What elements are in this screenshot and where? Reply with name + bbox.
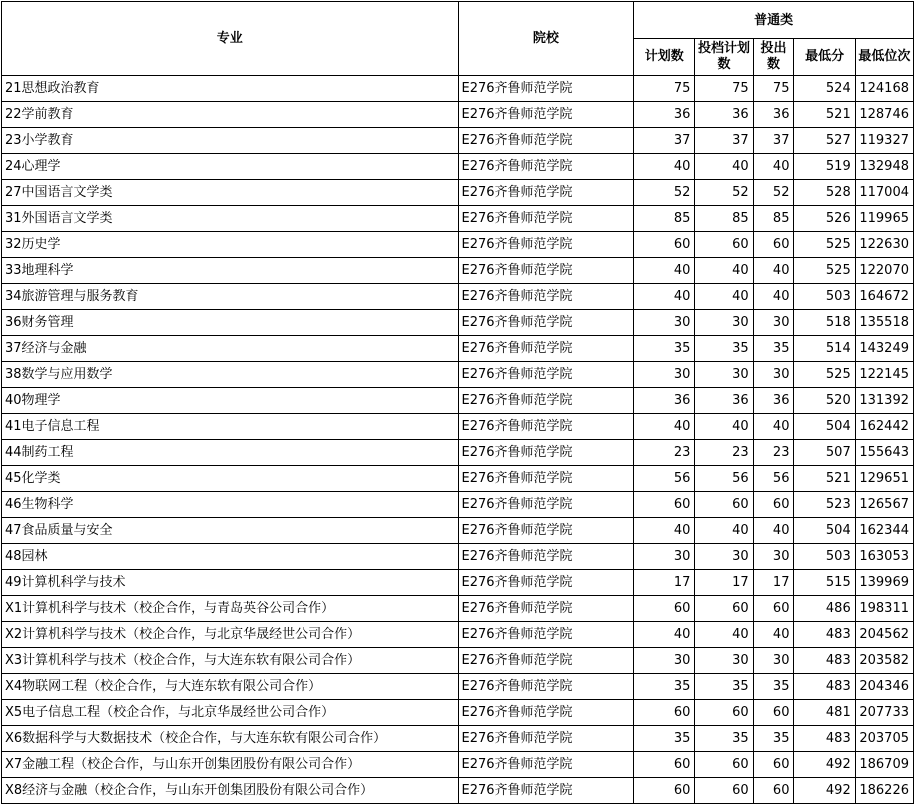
cell-filed: 36 — [695, 102, 753, 128]
cell-school: E276齐鲁师范学院 — [458, 596, 634, 622]
header-filed: 投档计划数 — [695, 39, 753, 76]
cell-plan: 75 — [634, 76, 695, 102]
table-row — [2, 596, 914, 622]
cell-plan: 60 — [634, 232, 695, 258]
cell-school: E276齐鲁师范学院 — [458, 336, 634, 362]
cell-filed: 60 — [695, 492, 753, 518]
cell-out: 60 — [753, 700, 794, 726]
cell-plan: 40 — [634, 154, 695, 180]
cell-filed: 30 — [695, 362, 753, 388]
cell-filed: 30 — [695, 310, 753, 336]
cell-major: 27中国语言文学类 — [2, 180, 459, 206]
cell-filed: 37 — [695, 128, 753, 154]
cell-major: 24心理学 — [2, 154, 459, 180]
table-row — [2, 414, 914, 440]
cell-min-rank: 162344 — [855, 518, 913, 544]
table-row — [2, 622, 914, 648]
table-row — [2, 154, 914, 180]
cell-school: E276齐鲁师范学院 — [458, 154, 634, 180]
cell-min-score: 519 — [794, 154, 855, 180]
cell-school: E276齐鲁师范学院 — [458, 76, 634, 102]
cell-min-rank: 122070 — [855, 258, 913, 284]
cell-out: 60 — [753, 778, 794, 804]
cell-out: 37 — [753, 128, 794, 154]
cell-min-score: 521 — [794, 102, 855, 128]
cell-min-rank: 119965 — [855, 206, 913, 232]
cell-plan: 30 — [634, 310, 695, 336]
cell-out: 35 — [753, 336, 794, 362]
header-group: 普通类 — [634, 2, 914, 39]
cell-min-score: 525 — [794, 258, 855, 284]
cell-min-score: 503 — [794, 284, 855, 310]
cell-filed: 30 — [695, 544, 753, 570]
cell-school: E276齐鲁师范学院 — [458, 492, 634, 518]
cell-out: 30 — [753, 310, 794, 336]
cell-plan: 30 — [634, 648, 695, 674]
cell-school: E276齐鲁师范学院 — [458, 128, 634, 154]
cell-major: 48园林 — [2, 544, 459, 570]
cell-out: 40 — [753, 518, 794, 544]
cell-min-rank: 164672 — [855, 284, 913, 310]
cell-school: E276齐鲁师范学院 — [458, 778, 634, 804]
table-row — [2, 700, 914, 726]
cell-min-score: 514 — [794, 336, 855, 362]
cell-major: 32历史学 — [2, 232, 459, 258]
cell-min-score: 507 — [794, 440, 855, 466]
table-row — [2, 544, 914, 570]
cell-min-score: 525 — [794, 362, 855, 388]
cell-min-score: 526 — [794, 206, 855, 232]
cell-filed: 35 — [695, 674, 753, 700]
cell-min-rank: 117004 — [855, 180, 913, 206]
cell-plan: 37 — [634, 128, 695, 154]
admission-table — [1, 1, 914, 804]
cell-school: E276齐鲁师范学院 — [458, 752, 634, 778]
cell-out: 56 — [753, 466, 794, 492]
cell-min-rank: 155643 — [855, 440, 913, 466]
cell-plan: 30 — [634, 544, 695, 570]
cell-major: 34旅游管理与服务教育 — [2, 284, 459, 310]
cell-out: 85 — [753, 206, 794, 232]
table-row — [2, 518, 914, 544]
cell-filed: 35 — [695, 336, 753, 362]
table-row — [2, 570, 914, 596]
cell-filed: 60 — [695, 752, 753, 778]
cell-min-score: 518 — [794, 310, 855, 336]
cell-school: E276齐鲁师范学院 — [458, 310, 634, 336]
cell-plan: 60 — [634, 778, 695, 804]
cell-min-rank: 163053 — [855, 544, 913, 570]
cell-filed: 75 — [695, 76, 753, 102]
cell-filed: 40 — [695, 284, 753, 310]
cell-major: 45化学类 — [2, 466, 459, 492]
cell-min-score: 483 — [794, 674, 855, 700]
table-row — [2, 674, 914, 700]
cell-min-rank: 162442 — [855, 414, 913, 440]
cell-plan: 40 — [634, 284, 695, 310]
cell-filed: 40 — [695, 518, 753, 544]
cell-filed: 56 — [695, 466, 753, 492]
table-row — [2, 752, 914, 778]
cell-min-rank: 124168 — [855, 76, 913, 102]
table-row — [2, 284, 914, 310]
table-row — [2, 128, 914, 154]
cell-major: X6数据科学与大数据技术（校企合作，与大连东软有限公司合作） — [2, 726, 459, 752]
cell-plan: 36 — [634, 102, 695, 128]
cell-out: 60 — [753, 596, 794, 622]
cell-major: 41电子信息工程 — [2, 414, 459, 440]
cell-plan: 60 — [634, 700, 695, 726]
cell-filed: 36 — [695, 388, 753, 414]
cell-plan: 60 — [634, 492, 695, 518]
cell-school: E276齐鲁师范学院 — [458, 622, 634, 648]
cell-min-rank: 128746 — [855, 102, 913, 128]
table-row — [2, 180, 914, 206]
cell-min-rank: 131392 — [855, 388, 913, 414]
cell-out: 60 — [753, 492, 794, 518]
cell-plan: 56 — [634, 466, 695, 492]
cell-plan: 35 — [634, 336, 695, 362]
cell-filed: 60 — [695, 596, 753, 622]
cell-min-rank: 204562 — [855, 622, 913, 648]
cell-min-score: 492 — [794, 752, 855, 778]
cell-school: E276齐鲁师范学院 — [458, 544, 634, 570]
cell-min-score: 521 — [794, 466, 855, 492]
cell-min-score: 492 — [794, 778, 855, 804]
cell-min-score: 483 — [794, 648, 855, 674]
cell-filed: 30 — [695, 648, 753, 674]
table-row — [2, 362, 914, 388]
cell-min-score: 520 — [794, 388, 855, 414]
cell-plan: 30 — [634, 362, 695, 388]
cell-filed: 17 — [695, 570, 753, 596]
cell-out: 75 — [753, 76, 794, 102]
cell-major: 22学前教育 — [2, 102, 459, 128]
cell-filed: 40 — [695, 258, 753, 284]
cell-out: 23 — [753, 440, 794, 466]
table-row — [2, 336, 914, 362]
cell-out: 30 — [753, 362, 794, 388]
cell-plan: 40 — [634, 518, 695, 544]
cell-major: 31外国语言文学类 — [2, 206, 459, 232]
cell-school: E276齐鲁师范学院 — [458, 232, 634, 258]
cell-filed: 60 — [695, 700, 753, 726]
table-row — [2, 466, 914, 492]
cell-major: X5电子信息工程（校企合作，与北京华晟经世公司合作） — [2, 700, 459, 726]
cell-filed: 23 — [695, 440, 753, 466]
cell-major: 49计算机科学与技术 — [2, 570, 459, 596]
cell-plan: 35 — [634, 674, 695, 700]
cell-major: X1计算机科学与技术（校企合作，与青岛英谷公司合作） — [2, 596, 459, 622]
cell-filed: 85 — [695, 206, 753, 232]
cell-major: X4物联网工程（校企合作，与大连东软有限公司合作） — [2, 674, 459, 700]
header-major: 专业 — [2, 2, 459, 76]
table-row — [2, 726, 914, 752]
cell-major: X3计算机科学与技术（校企合作，与大连东软有限公司合作） — [2, 648, 459, 674]
cell-min-score: 525 — [794, 232, 855, 258]
cell-min-rank: 126567 — [855, 492, 913, 518]
cell-plan: 35 — [634, 726, 695, 752]
table-row — [2, 440, 914, 466]
cell-min-score: 486 — [794, 596, 855, 622]
table-body — [2, 76, 914, 804]
cell-school: E276齐鲁师范学院 — [458, 700, 634, 726]
cell-major: X7金融工程（校企合作，与山东开创集团股份有限公司合作） — [2, 752, 459, 778]
table-row — [2, 232, 914, 258]
cell-min-rank: 207733 — [855, 700, 913, 726]
cell-out: 36 — [753, 102, 794, 128]
cell-min-score: 515 — [794, 570, 855, 596]
header-min-rank: 最低位次 — [855, 39, 913, 76]
cell-school: E276齐鲁师范学院 — [458, 570, 634, 596]
cell-major: X2计算机科学与技术（校企合作，与北京华晟经世公司合作） — [2, 622, 459, 648]
cell-min-rank: 139969 — [855, 570, 913, 596]
cell-out: 35 — [753, 674, 794, 700]
cell-out: 35 — [753, 726, 794, 752]
cell-school: E276齐鲁师范学院 — [458, 726, 634, 752]
cell-out: 52 — [753, 180, 794, 206]
cell-filed: 60 — [695, 778, 753, 804]
cell-school: E276齐鲁师范学院 — [458, 362, 634, 388]
cell-min-rank: 122145 — [855, 362, 913, 388]
cell-filed: 35 — [695, 726, 753, 752]
cell-min-score: 503 — [794, 544, 855, 570]
cell-min-score: 504 — [794, 414, 855, 440]
cell-major: 44制药工程 — [2, 440, 459, 466]
cell-out: 60 — [753, 752, 794, 778]
cell-min-score: 528 — [794, 180, 855, 206]
cell-plan: 23 — [634, 440, 695, 466]
cell-out: 60 — [753, 232, 794, 258]
cell-major: 37经济与金融 — [2, 336, 459, 362]
cell-major: 47食品质量与安全 — [2, 518, 459, 544]
cell-min-score: 504 — [794, 518, 855, 544]
cell-min-rank: 186226 — [855, 778, 913, 804]
table-header — [2, 2, 914, 76]
table-row — [2, 206, 914, 232]
cell-major: 21思想政治教育 — [2, 76, 459, 102]
cell-min-score: 524 — [794, 76, 855, 102]
cell-plan: 85 — [634, 206, 695, 232]
table-row — [2, 778, 914, 804]
cell-filed: 60 — [695, 232, 753, 258]
cell-school: E276齐鲁师范学院 — [458, 648, 634, 674]
table-row — [2, 492, 914, 518]
cell-school: E276齐鲁师范学院 — [458, 518, 634, 544]
cell-plan: 60 — [634, 752, 695, 778]
cell-major: 40物理学 — [2, 388, 459, 414]
header-plan: 计划数 — [634, 39, 695, 76]
cell-school: E276齐鲁师范学院 — [458, 440, 634, 466]
cell-out: 17 — [753, 570, 794, 596]
cell-out: 40 — [753, 622, 794, 648]
cell-filed: 40 — [695, 414, 753, 440]
cell-out: 30 — [753, 648, 794, 674]
cell-plan: 40 — [634, 258, 695, 284]
cell-min-rank: 129651 — [855, 466, 913, 492]
cell-major: 38数学与应用数学 — [2, 362, 459, 388]
cell-min-rank: 132948 — [855, 154, 913, 180]
cell-school: E276齐鲁师范学院 — [458, 102, 634, 128]
cell-min-rank: 203582 — [855, 648, 913, 674]
cell-min-score: 483 — [794, 622, 855, 648]
cell-school: E276齐鲁师范学院 — [458, 284, 634, 310]
cell-out: 40 — [753, 154, 794, 180]
cell-min-rank: 135518 — [855, 310, 913, 336]
cell-plan: 60 — [634, 596, 695, 622]
cell-min-rank: 198311 — [855, 596, 913, 622]
cell-min-score: 523 — [794, 492, 855, 518]
cell-out: 40 — [753, 414, 794, 440]
cell-school: E276齐鲁师范学院 — [458, 388, 634, 414]
cell-filed: 52 — [695, 180, 753, 206]
header-out: 投出数 — [753, 39, 794, 76]
cell-school: E276齐鲁师范学院 — [458, 180, 634, 206]
cell-min-rank: 143249 — [855, 336, 913, 362]
cell-min-score: 481 — [794, 700, 855, 726]
cell-out: 40 — [753, 258, 794, 284]
table-row — [2, 76, 914, 102]
cell-filed: 40 — [695, 622, 753, 648]
cell-school: E276齐鲁师范学院 — [458, 466, 634, 492]
table-row — [2, 102, 914, 128]
table-row — [2, 258, 914, 284]
cell-major: 33地理科学 — [2, 258, 459, 284]
cell-school: E276齐鲁师范学院 — [458, 414, 634, 440]
cell-major: 46生物科学 — [2, 492, 459, 518]
cell-out: 30 — [753, 544, 794, 570]
cell-plan: 36 — [634, 388, 695, 414]
cell-out: 40 — [753, 284, 794, 310]
header-school: 院校 — [458, 2, 634, 76]
cell-school: E276齐鲁师范学院 — [458, 258, 634, 284]
table-row — [2, 310, 914, 336]
cell-school: E276齐鲁师范学院 — [458, 674, 634, 700]
cell-plan: 40 — [634, 622, 695, 648]
cell-min-rank: 119327 — [855, 128, 913, 154]
cell-major: X8经济与金融（校企合作，与山东开创集团股份有限公司合作） — [2, 778, 459, 804]
cell-plan: 52 — [634, 180, 695, 206]
cell-min-rank: 186709 — [855, 752, 913, 778]
cell-major: 36财务管理 — [2, 310, 459, 336]
cell-min-score: 483 — [794, 726, 855, 752]
table-row — [2, 388, 914, 414]
cell-out: 36 — [753, 388, 794, 414]
cell-filed: 40 — [695, 154, 753, 180]
cell-plan: 40 — [634, 414, 695, 440]
cell-min-rank: 204346 — [855, 674, 913, 700]
cell-school: E276齐鲁师范学院 — [458, 206, 634, 232]
cell-major: 23小学教育 — [2, 128, 459, 154]
cell-min-score: 527 — [794, 128, 855, 154]
cell-plan: 17 — [634, 570, 695, 596]
cell-min-rank: 203705 — [855, 726, 913, 752]
header-min-score: 最低分 — [794, 39, 855, 76]
table-row — [2, 648, 914, 674]
cell-min-rank: 122630 — [855, 232, 913, 258]
